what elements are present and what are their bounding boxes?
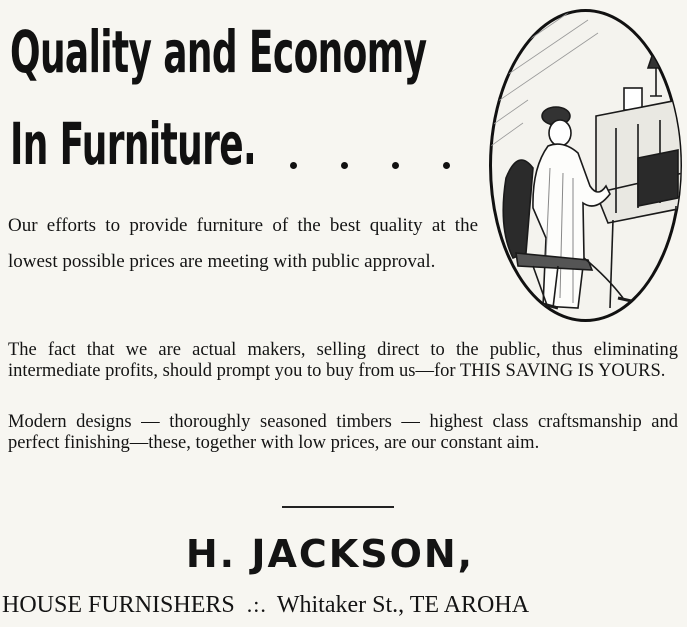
footer-business: HOUSE FURNISHERS: [2, 592, 235, 618]
paragraph-designs: Modern designs — thoroughly seasoned timbers — highest class craftsmanship and perfect finishing—these, together with low prices, are our constant aim.: [8, 412, 678, 453]
paragraph-makers: The fact that we are actual makers, selling direct to the public, thus eliminating intermediate profits, should prompt you to buy from us—for THIS SAVING IS YOURS.: [8, 340, 678, 381]
headline-line-1: Quality and Economy: [10, 18, 427, 86]
intro-paragraph: Our efforts to provide furniture of the best quality at the lowest possible prices are meeting with public approval.: [8, 215, 478, 272]
firm-name: H. JACKSON,: [185, 532, 475, 576]
headline-line-2: In Furniture.: [10, 110, 257, 178]
footer-line: [2, 592, 687, 619]
footer-separator: .:.: [246, 592, 267, 617]
footer-address: Whitaker St., TE AROHA: [276, 592, 530, 618]
illustration-woman-at-desk: [488, 8, 683, 323]
divider-rule: [282, 506, 394, 508]
headline-dots: [290, 162, 450, 169]
